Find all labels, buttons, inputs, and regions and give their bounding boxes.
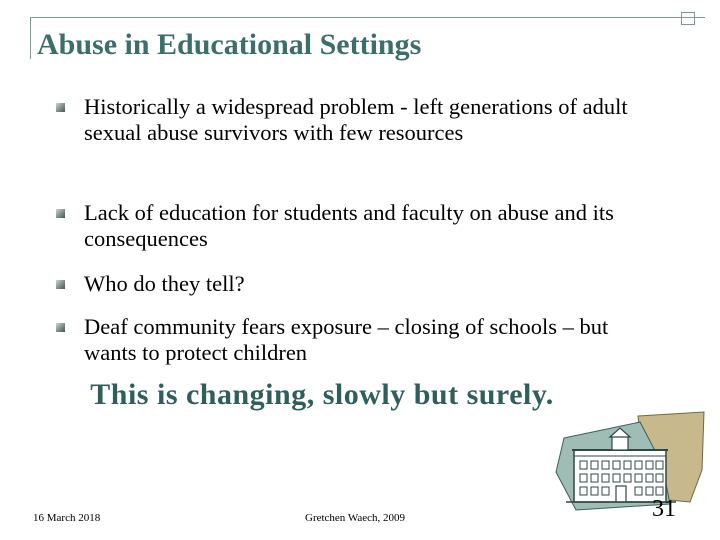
square-bullet-icon [56,280,65,289]
slide-title: Abuse in Educational Settings [37,28,422,61]
bullet-text: Historically a widespread problem - left generations of adult sexual abuse survivors with few resources [84,94,628,145]
frame-left-line [30,17,31,59]
square-bullet-icon [56,209,65,218]
bullet-text: Lack of education for students and faculty on abuse and its consequences [84,200,614,251]
frame-top-line [30,17,705,18]
footer-date: 16 March 2018 [33,512,101,524]
square-bullet-icon [56,103,65,112]
square-bullet-icon [56,323,65,332]
page-number: 31 [652,496,676,522]
bullet-text: Who do they tell? [84,271,245,296]
bullet-text: Deaf community fears exposure – closing of schools – but wants to protect children [84,314,609,365]
corner-square-icon [681,12,695,25]
emphasis-text: This is changing, slowly but surely. [90,378,554,411]
school-building-icon [552,410,712,515]
footer-author: Gretchen Waech, 2009 [305,512,406,524]
